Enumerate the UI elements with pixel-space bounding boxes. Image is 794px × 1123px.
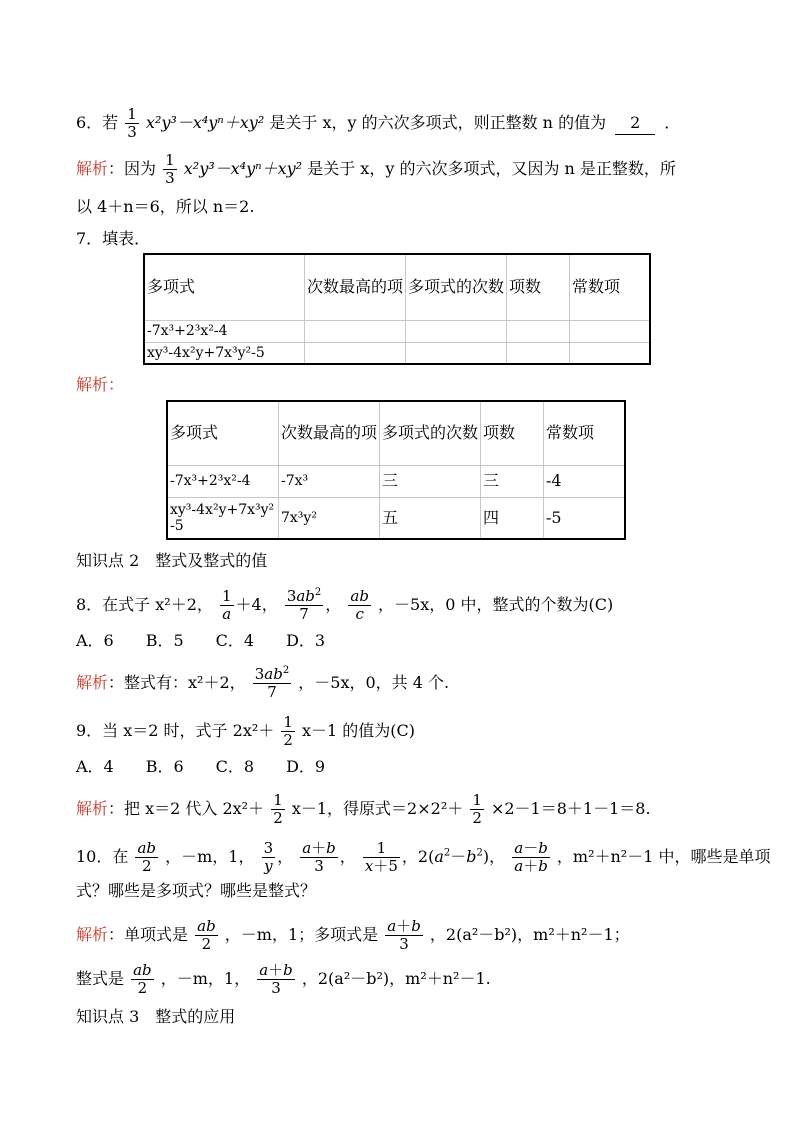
q6-analysis-expression: x²y³－x⁴yⁿ＋xy² [183,159,303,178]
fraction-1-over-x-plus-5: $\frac{1}{x+5}$ [364,839,398,875]
answer-row1-highest-term: -7x³ [279,465,380,497]
analysis-label: 解析 [76,799,109,818]
q7-row2-blank [570,342,651,364]
q9-options: A．4 B．6 C．8 D．9 [76,757,326,776]
q8-analysis-post: ，－5x，0，共 4 个. [298,673,450,692]
q10-stem-mid: ，－m，1， [165,847,255,866]
answer-header-degree: 多项式的次数 [380,401,481,465]
q7-row1-blank [570,320,651,342]
q7-row1-blank [305,320,406,342]
answer-row1-polynomial: -7x³+2³x²-4 [167,465,279,497]
fraction-3ab2-over-7: $\frac{3ab^2}{7}$ [286,587,322,623]
answer-row1-term-count: 三 [481,465,544,497]
analysis-label: 解析 [76,159,109,178]
q9-stem-pre: 9．当 x＝2 时，式子 2x²＋ [76,721,275,740]
analysis-label: 解析 [76,925,109,944]
analysis-colon: ： [108,375,125,394]
q7-blank-table [143,253,651,365]
fraction-3ab2-over-7: $\frac{3ab^2}{7}$ [254,665,290,701]
question-8: 8．在式子 x²＋2， $\frac{1}{a}$ ＋4， $\frac{3ab^2}{7}$ ， $\frac{ab}{c}$ ，－5x，0 中，整式的个数为(C) [76,587,614,623]
answer-header-highest-term: 次数最高的项 [279,401,380,465]
q6-expression: x²y³－x⁴yⁿ＋xy² [145,113,265,132]
q7-row2-polynomial: xy³-4x²y+7x³y²-5 [144,342,305,364]
q9-stem-post: x－1 的值为(C) [302,721,416,740]
q10-analysis-line2 [76,962,491,997]
answer-row2-term-count: 四 [481,497,544,539]
q6-analysis-pre: ：因为 [108,159,157,178]
fraction-a-plus-b-over-3: $\frac{a+b}{3}$ [387,917,421,953]
q8-stem-pre: 8．在式子 x²＋2， [76,595,213,614]
q8-analysis [76,666,449,701]
fraction-a-plus-b-over-3: $\frac{a+b}{3}$ [259,961,293,997]
q7-header-degree: 多项式的次数 [406,254,507,320]
q6-analysis-line1 [76,152,676,187]
knowledge-point-2: 知识点 2 整式及整式的值 [76,551,268,570]
fraction-3-over-y: $\frac{3}{y}$ [263,839,274,875]
q6-analysis-line2: 以 4＋n＝6，所以 n＝2. [76,197,255,216]
fraction-ab-over-2: $\frac{ab}{2}$ [137,839,157,875]
analysis-label: 解析 [76,375,109,394]
q10-analysis-line1 [76,918,630,953]
q7-header-highest-term: 次数最高的项 [305,254,406,320]
q10-stem-pre: 10．在 [76,847,129,866]
q9-analysis-post: ×2－1＝8＋1－1＝8. [490,799,651,818]
q10-analysis2-mid: ，－m，1， [160,969,251,988]
q7-answer-table [166,400,626,540]
q7-analysis-heading [76,374,124,396]
knowledge-point-3: 知识点 3 整式的应用 [76,1007,236,1026]
fraction-ab-over-c: $\frac{ab}{c}$ [350,587,369,623]
q10-analysis-post: ，2(a²－b²)，m²＋n²－1； [429,925,630,944]
fraction-ab-over-2: $\frac{ab}{2}$ [197,917,216,953]
q7-row1-blank [406,320,507,342]
answer-row1-degree: 三 [380,465,481,497]
fraction-1-over-a: $\frac{1}{a}$ [221,587,232,623]
question-10: 10．在 $\frac{ab}{2}$ ，－m，1， $\frac{3}{y}$ ， $\frac{a+b}{3}$ ， $\frac{1}{x+5}$ ，$2(a^2-b^2)$， $\frac{a-b}{a+b}$ ，m²＋n²－1 中，哪些是单项 [76,839,771,875]
q7-row2-blank [507,342,570,364]
q8-options: A．6 B．5 C．4 D．3 [76,631,326,650]
q8-analysis-pre: ：整式有：x²＋2， [108,673,246,692]
q9-analysis-pre: ：把 x＝2 代入 2x²＋ [108,799,265,818]
q10-analysis2-pre: 整式是 [76,969,125,988]
q7-row1-blank [507,320,570,342]
q10-stem-post: ，m²＋n²－1 中，哪些是单项 [556,847,771,866]
answer-row2-degree: 五 [380,497,481,539]
q6-analysis-post: 是关于 x，y 的六次多项式，又因为 n 是正整数，所 [307,159,676,178]
analysis-label: 解析 [76,673,109,692]
answer-header-constant: 常数项 [544,401,626,465]
q10-line2: 式？哪些是多项式？哪些是整式？ [76,881,317,900]
q7-row2-blank [406,342,507,364]
q9-analysis-mid: x－1，得原式＝2×2²＋ [291,799,464,818]
q10-analysis-pre: ：单项式是 [108,925,189,944]
question-6 [76,106,680,141]
q7-header-term-count: 项数 [507,254,570,320]
fraction-a-plus-b-over-3: $\frac{a+b}{3}$ [302,839,336,875]
q10-analysis2-post: ，2(a²－b²)，m²＋n²－1. [301,969,491,988]
q6-end: ． [664,113,681,132]
q6-number: 6．若 [76,113,119,132]
answer-row2-constant: -5 [544,497,626,539]
q9-analysis [76,792,651,827]
fraction-one-third: $\frac{1}{3}$ [165,151,175,187]
answer-row2-highest-term: 7x³y² [279,497,380,539]
q6-answer: 2 [615,112,655,135]
answer-row1-constant: -4 [544,465,626,497]
q8-stem-post: ，－5x，0 中，整式的个数为(C) [378,595,614,614]
q7-header-polynomial: 多项式 [144,254,305,320]
fraction-one-half: $\frac{1}{2}$ [472,791,482,827]
fraction-one-third: $\frac{1}{3}$ [127,105,137,141]
q7-row2-blank [305,342,406,364]
q7-title: 7．填表． [76,229,151,248]
q10-analysis-mid: ，－m，1；多项式是 [224,925,379,944]
answer-row2-polynomial: xy³-4x²y+7x³y²-5 [167,497,279,539]
q6-stem-text: 是关于 x，y 的六次多项式，则正整数 n 的值为 [269,113,607,132]
fraction-ab-over-2: $\frac{ab}{2}$ [133,961,152,997]
fraction-one-half: $\frac{1}{2}$ [283,713,293,749]
question-9 [76,714,415,749]
fraction-a-minus-b-over-a-plus-b: $\frac{a-b}{a+b}$ [514,839,548,875]
q7-header-constant: 常数项 [570,254,651,320]
fraction-one-half: $\frac{1}{2}$ [273,791,283,827]
q7-row1-polynomial: -7x³+2³x²-4 [144,320,305,342]
answer-header-polynomial: 多项式 [167,401,279,465]
answer-header-term-count: 项数 [481,401,544,465]
